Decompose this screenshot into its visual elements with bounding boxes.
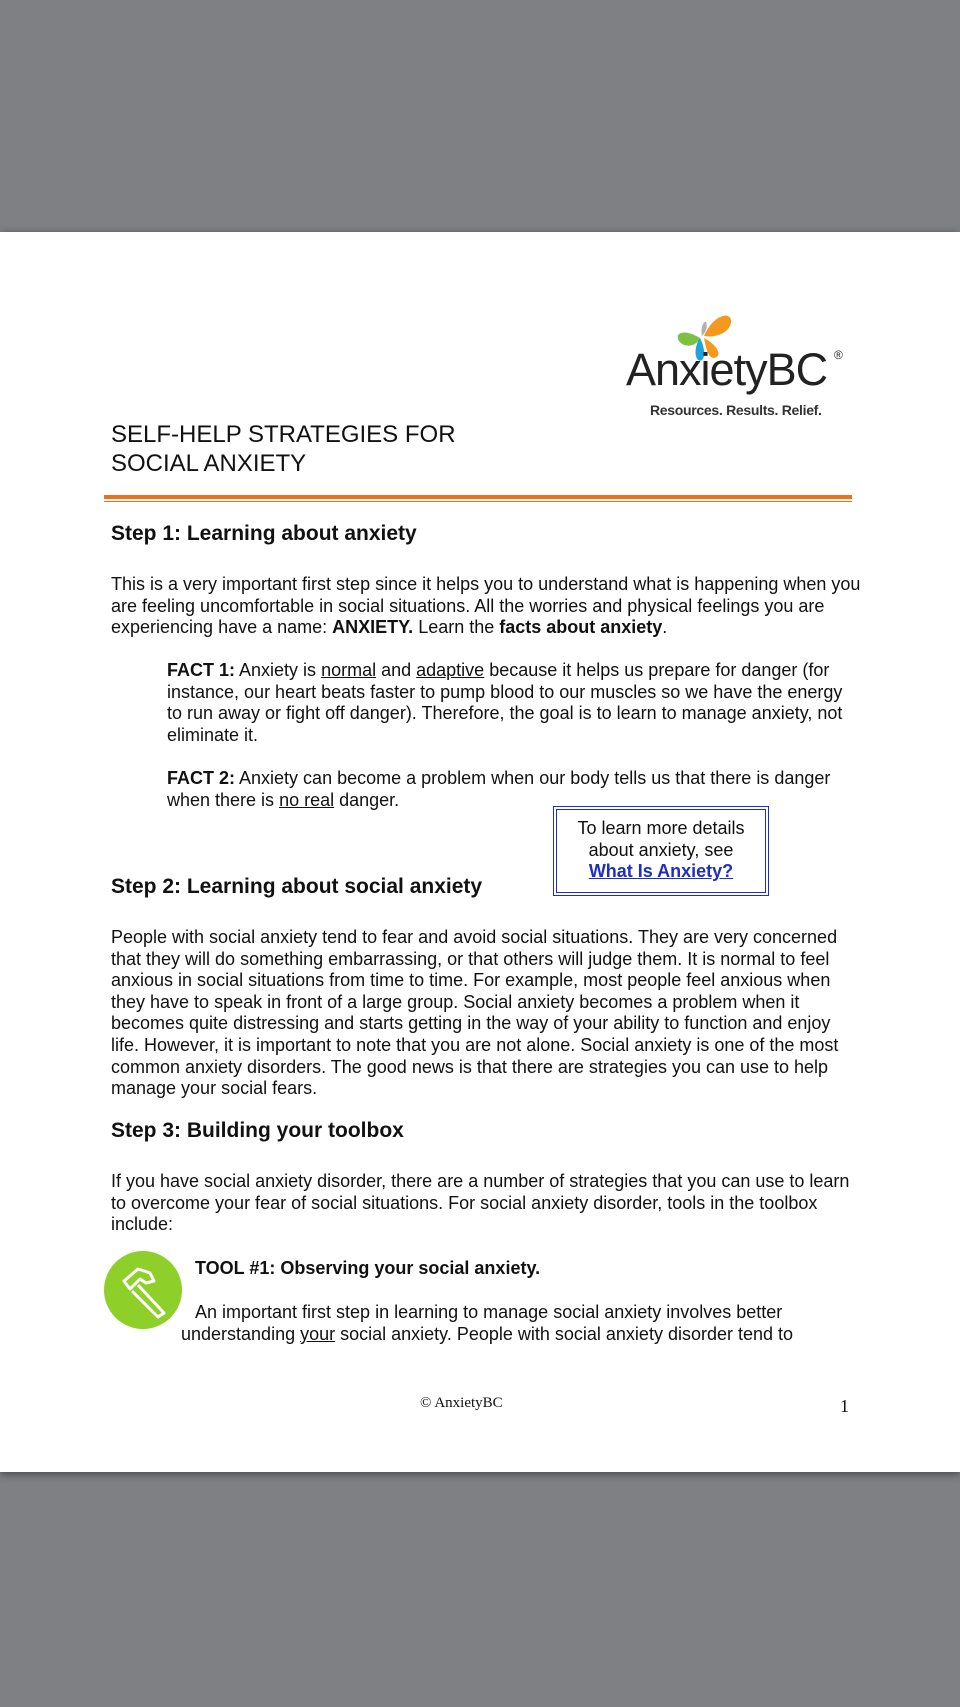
logo-wordmark: AnxietyBC [626,344,828,395]
title-divider-thin [104,501,852,502]
anxietybc-logo [620,308,860,418]
hammer-icon [104,1251,182,1329]
title-divider [104,495,852,499]
document-title [111,420,456,478]
step1-paragraph: This is a very important first step since it helps you to understand what is happening when you are feeling uncomfortable in social situations. All the worries and physical feelings you are experiencing have a name: ANXIETY. Learn the facts about anxiety. [111,574,861,638]
fact-1: FACT 1: Anxiety is normal and adaptive because it helps us prepare for danger (for instance, our heart beats faster to pump blood to our muscles so we have the energy to run away or fight off danger). Therefore, the goal is to learn to manage anxiety, not eliminate it. [167,660,843,745]
page-number: 1 [840,1396,849,1416]
learn-more-line-1: To learn more details [577,818,745,838]
step2-heading: Step 2: Learning about social anxiety [111,875,483,898]
footer-copyright: © AnxietyBC [420,1395,503,1411]
title-line-2: SOCIAL ANXIETY [111,450,307,477]
logo-tagline: Resources. Results. Relief. [650,402,822,418]
step3-paragraph: If you have social anxiety disorder, there are a number of strategies that you can use to learn to overcome your fear of social situations. For social anxiety disorder, tools in the toolbox include: [111,1171,850,1235]
step1-heading: Step 1: Learning about anxiety [111,522,417,545]
learn-more-box [553,806,769,896]
tool1-paragraph: An important first step in learning to manage social anxiety involves better understanding your social anxiety. People with social anxiety disorder tend to [181,1302,794,1344]
title-line-1: SELF-HELP STRATEGIES FOR [111,421,456,448]
what-is-anxiety-link[interactable]: What Is Anxiety? [588,861,734,882]
step2-paragraph: People with social anxiety tend to fear and avoid social situations. They are very concerned that they will do something embarrassing, or that others will judge them. It is normal to feel anxious in social situations from time to time. For example, most people feel anxious when they have to speak in front of a large group. Social anxiety becomes a problem when it becomes quite distressing and starts getting in the way of your ability to function and enjoy life. However, it is important to note that you are not alone. Social anxiety is one of the most common anxiety disorders. The good news is that there are strategies you can use to help manage your social fears. [111,927,839,1099]
tool1-title: TOOL #1: Observing your social anxiety. [195,1258,541,1278]
fact-2: FACT 2: Anxiety can become a problem when our body tells us that there is danger when there is no real danger. [167,768,831,810]
step3-heading: Step 3: Building your toolbox [111,1119,404,1142]
logo-registered-mark: ® [834,348,843,362]
document-page [0,232,960,1472]
tool-icon-badge [104,1251,182,1329]
learn-more-line-2: about anxiety, see [588,839,734,860]
